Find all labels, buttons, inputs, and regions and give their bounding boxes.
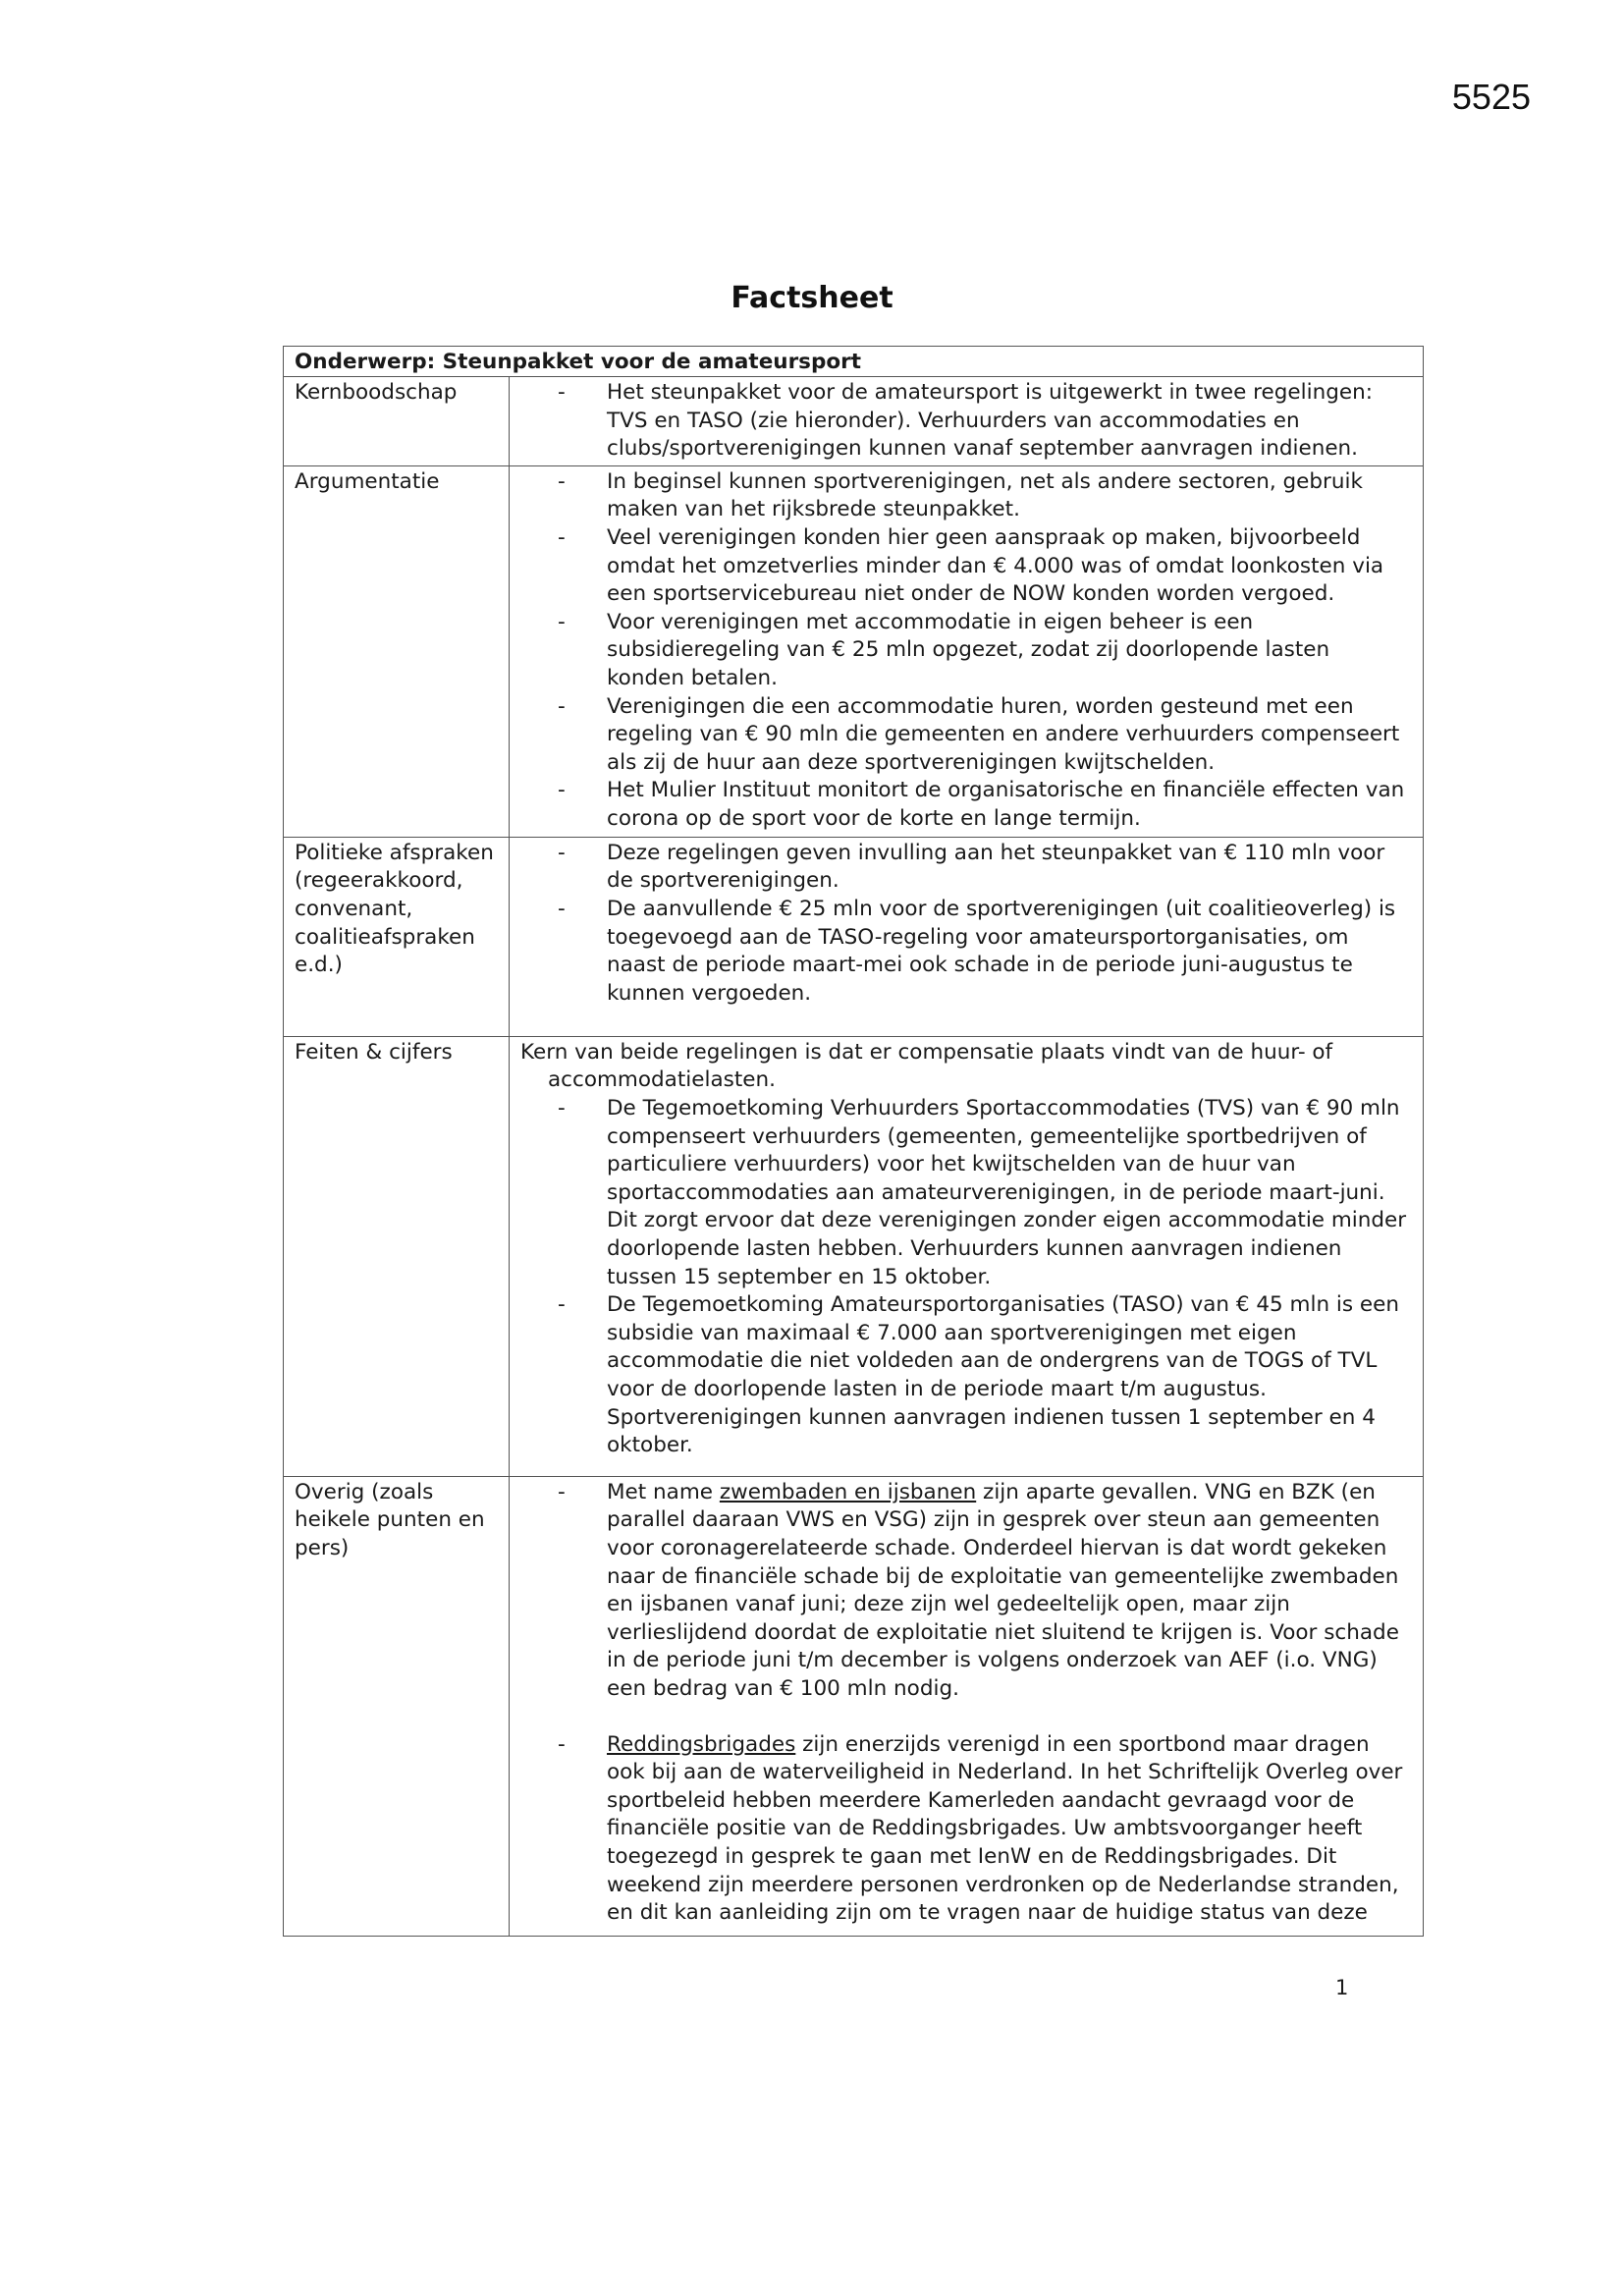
bullet-text: De aanvullende € 25 mln voor de sportverenigingen (uit coalitieoverleg) is toegevoegd aan de TASO-regeling voor amateursportorganisaties, om naast de periode maart-mei ook schade in de periode juni-augustus te kunnen vergoeden.	[607, 896, 1396, 1006]
page-number: 1	[1335, 1976, 1349, 1999]
row-content	[510, 377, 1424, 466]
row-label: Politieke afspraken (regeerakkoord, convenant, coalitieafspraken e.d.)	[284, 837, 510, 1036]
bullet-text: De Tegemoetkoming Amateursportorganisaties (TASO) van € 45 mln is een subsidie van maximaal € 7.000 aan sportverenigingen met eigen accommodatie die niet voldeden aan de ondergrens van de TOGS of TVL voor de doorlopende lasten in de periode maart t/m augustus. Sportverenigingen kunnen aanvragen indienen tussen 1 september en 4 oktober.	[607, 1292, 1400, 1458]
bullet-item	[520, 896, 1413, 1008]
bullet-item	[520, 693, 1413, 778]
bullet-list	[520, 1095, 1413, 1460]
bullet-text: Het Mulier Instituut monitort de organisatorische en financiële effecten van corona op de sport voor de korte en lange termijn.	[607, 778, 1405, 831]
dash-bullet-icon: -	[558, 1731, 566, 1757]
bullet-text-continued: zijn aparte gevallen. VNG en BZK (en parallel daaraan VWS en VSG) zijn in gesprek over steun aan gemeenten voor coronagerelateerde schade. Onderdeel hiervan is dat wordt gekeken naar de financiële schade bij de exploitatie van gemeentelijke zwembaden en ijsbanen vanaf juni; deze zijn wel gedeeltelijk open, maar zijn verlieslijdend doordat de exploitatie niet sluitend te krijgen is. Voor schade in de periode juni t/m december is volgens onderzoek van AEF (i.o. VNG) een bedrag van € 100 mln nodig.	[607, 1479, 1399, 1701]
bullet-text: Deze regelingen geven invulling aan het steunpakket van € 110 mln voor de sportverenigingen.	[607, 840, 1385, 894]
dash-bullet-icon: -	[558, 693, 566, 719]
dash-bullet-icon: -	[558, 1479, 566, 1504]
dash-bullet-icon: -	[558, 468, 566, 494]
dash-bullet-icon: -	[558, 524, 566, 550]
bullet-item	[520, 1479, 1413, 1704]
row-content	[510, 465, 1424, 837]
bullet-text: Met name	[607, 1479, 720, 1504]
table-row	[284, 837, 1424, 1036]
table-header-row	[284, 347, 1424, 377]
row-label: Feiten & cijfers	[284, 1036, 510, 1476]
dash-bullet-icon: -	[558, 896, 566, 921]
bullet-text: In beginsel kunnen sportverenigingen, net als andere sectoren, gebruik maken van het rijksbrede steunpakket.	[607, 468, 1363, 522]
table-row	[284, 1036, 1424, 1476]
bullet-text: Veel verenigingen konden hier geen aanspraak op maken, bijvoorbeeld omdat het omzetverlies minder dan € 4.000 was of omdat loonkosten via een sportservicebureau niet onder de NOW konden worden vergoed.	[607, 524, 1384, 607]
bullet-item	[520, 840, 1413, 896]
row-content	[510, 1476, 1424, 1936]
underlined-term: Reddingsbrigades	[607, 1731, 796, 1757]
row-content	[510, 1036, 1424, 1476]
bullet-list	[520, 379, 1413, 464]
bullet-list	[520, 1479, 1413, 1928]
bullet-list	[520, 468, 1413, 834]
dash-bullet-icon: -	[558, 609, 566, 634]
bullet-item	[520, 1291, 1413, 1460]
dash-bullet-icon: -	[558, 1292, 566, 1318]
document-number: 5525	[1451, 77, 1531, 117]
bullet-item	[520, 1095, 1413, 1291]
factsheet-table	[283, 346, 1424, 1937]
bullet-text-continued: zijn enerzijds verenigd in een sportbond maar dragen ook bij aan de waterveiligheid in Nederland. In het Schriftelijk Overleg over sportbeleid hebben meerdere Kamerleden aandacht gevraagd voor de financiële positie van de Reddingsbrigades. Uw ambtsvoorganger heeft toegezegd in gesprek te gaan met IenW en de Reddingsbrigades. Dit weekend zijn meerdere personen verdronken op de Nederlandse stranden, en dit kan aanleiding zijn om te vragen naar de huidige status van deze	[607, 1731, 1403, 1926]
row-label: Argumentatie	[284, 465, 510, 837]
dash-bullet-icon: -	[558, 380, 566, 405]
dash-bullet-icon: -	[558, 840, 566, 865]
bullet-text: Het steunpakket voor de amateursport is uitgewerkt in twee regelingen: TVS en TASO (zie hieronder). Verhuurders van accommodaties en clubs/sportverenigingen kunnen vanaf september aanvragen indienen.	[607, 380, 1373, 462]
bullet-text: Voor verenigingen met accommodatie in eigen beheer is een subsidieregeling van € 25 mln opgezet, zodat zij doorlopende lasten konden betalen.	[607, 609, 1330, 690]
underlined-term: zwembaden en ijsbanen	[719, 1479, 977, 1504]
bullet-item	[520, 777, 1413, 833]
row-label: Overig (zoals heikele punten en pers)	[284, 1476, 510, 1936]
table-row	[284, 377, 1424, 466]
bullet-list	[520, 840, 1413, 1009]
dash-bullet-icon: -	[558, 778, 566, 803]
table-header: Onderwerp: Steunpakket voor de amateursport	[284, 347, 1424, 377]
bullet-item	[520, 609, 1413, 693]
row-paragraph: Kern van beide regelingen is dat er compensatie plaats vindt van de huur- of accommodatielasten.	[520, 1039, 1333, 1093]
dash-bullet-icon: -	[558, 1095, 566, 1121]
page-title: Factsheet	[731, 281, 893, 315]
row-label: Kernboodschap	[284, 377, 510, 466]
bullet-item	[520, 468, 1413, 524]
bullet-item	[520, 379, 1413, 464]
bullet-text: De Tegemoetkoming Verhuurders Sportaccommodaties (TVS) van € 90 mln compenseert verhuurders (gemeenten, gemeentelijke sportbedrijven of particuliere verhuurders) voor het kwijtschelden van de huur van sportaccommodaties aan amateurverenigingen, in de periode maart-juni. Dit zorgt ervoor dat deze verenigingen zonder eigen accommodatie minder doorlopende lasten hebben. Verhuurders kunnen aanvragen indienen tussen 15 september en 15 oktober.	[607, 1095, 1407, 1289]
table-row	[284, 1476, 1424, 1936]
bullet-item	[520, 524, 1413, 609]
table-row	[284, 465, 1424, 837]
row-content	[510, 837, 1424, 1036]
bullet-text: Verenigingen die een accommodatie huren, worden gesteund met een regeling van € 90 mln die gemeenten en andere verhuurders compenseert als zij de huur aan deze sportverenigingen kwijtschelden.	[607, 693, 1400, 775]
table-body	[284, 377, 1424, 1937]
bullet-item	[520, 1731, 1413, 1928]
